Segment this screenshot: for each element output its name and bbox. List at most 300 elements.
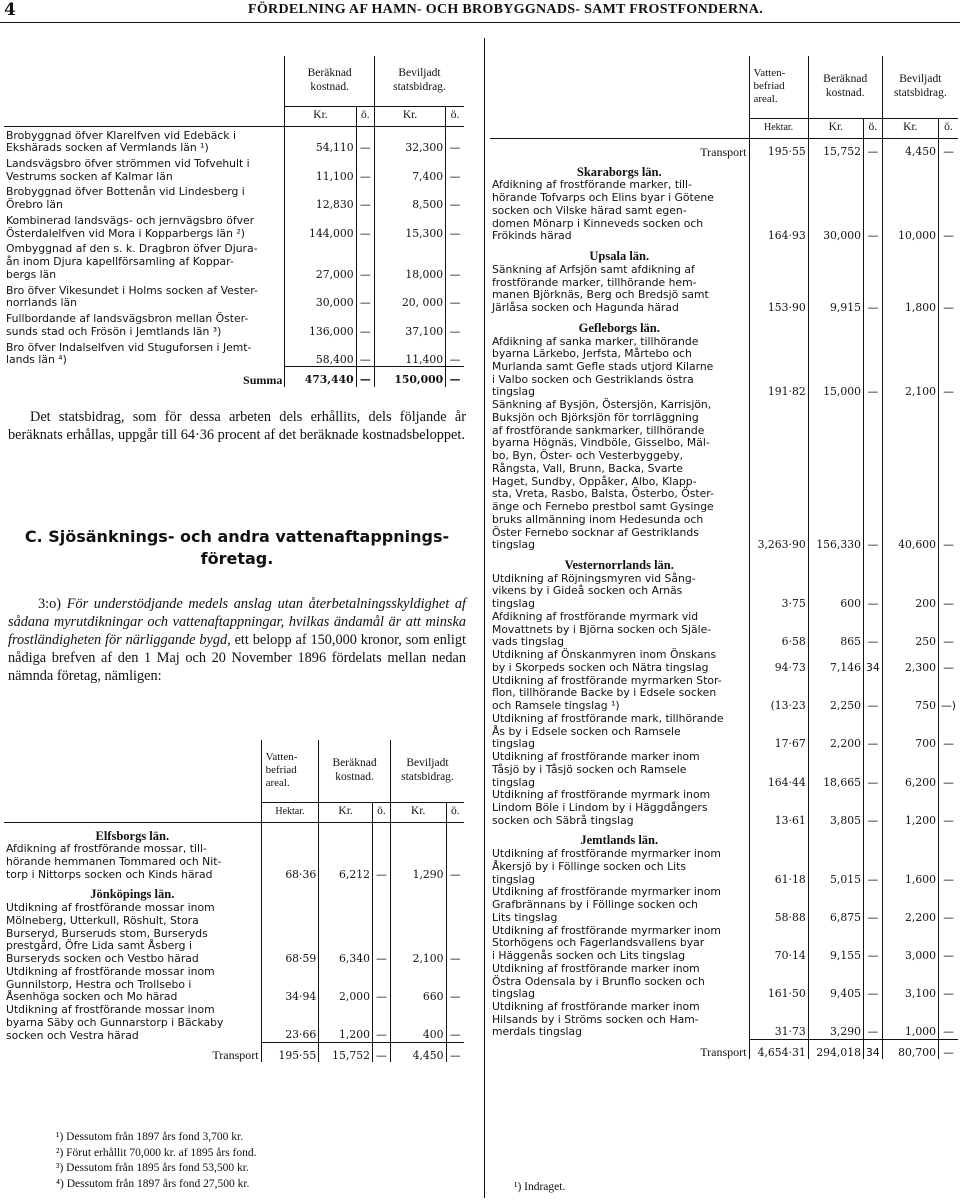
area-value: 58·88 bbox=[749, 886, 808, 924]
grant-total: 4,450 bbox=[390, 1042, 446, 1062]
grant-value: 3,000 bbox=[882, 925, 938, 963]
description-line: hörande hemmanen Tommared och Nit- bbox=[6, 854, 222, 868]
description-line: Grafbrännans by i Föllinge socken och bbox=[492, 898, 698, 912]
description-line: socken och Vilske härad samt egen- bbox=[492, 203, 687, 217]
cost-ore: — bbox=[372, 843, 390, 881]
description-line: änge och Fernebo prestbol samt Gysinge bbox=[492, 500, 714, 514]
item-description bbox=[4, 240, 285, 281]
description-line: byarna Högnäs, Vindböle, Gisselbo, Mäl- bbox=[492, 436, 710, 450]
cost-ore: — bbox=[372, 1004, 390, 1042]
description-line: Fullbordande af landsvägsbron mellan Öster- bbox=[6, 312, 249, 326]
description-line: Rångsta, Vall, Brunn, Backa, Svarte bbox=[492, 461, 683, 475]
area-value: 6·58 bbox=[749, 611, 808, 649]
page-number: 4 bbox=[4, 0, 16, 20]
cost-ore: — bbox=[863, 751, 882, 789]
grant-total: 4,450 bbox=[882, 138, 938, 159]
empty-cell bbox=[863, 159, 882, 180]
empty-cell bbox=[938, 827, 958, 848]
hektar-header: Hektar. bbox=[261, 802, 319, 822]
total-label: Transport bbox=[700, 1045, 747, 1060]
transport-row bbox=[4, 1042, 464, 1062]
cost-ore: — bbox=[356, 126, 374, 155]
cost-ore: — bbox=[863, 611, 882, 649]
ore-header: ö. bbox=[446, 106, 464, 126]
grant-ore: — bbox=[938, 713, 958, 751]
description-line: Afdikning af sanka marker, tillhörande bbox=[492, 334, 699, 348]
description-line: byarna Lärkebo, Jerfsta, Mårtebo och bbox=[492, 347, 692, 361]
area-value: 70·14 bbox=[749, 925, 808, 963]
description-line: Burseryd, Burseruds stom, Burseryds bbox=[6, 926, 208, 940]
transport-in-row bbox=[490, 138, 958, 159]
grant-total: 150,000 bbox=[374, 367, 445, 387]
area-value: 68·36 bbox=[261, 843, 319, 881]
cost-value: 136,000 bbox=[285, 310, 356, 338]
total-label: Transport bbox=[212, 1048, 259, 1063]
area-value: 164·44 bbox=[749, 751, 808, 789]
cost-value: 6,340 bbox=[319, 902, 373, 966]
grant-value: 10,000 bbox=[882, 179, 938, 243]
grant-ore: —) bbox=[938, 675, 958, 713]
cost-value: 58,400 bbox=[285, 339, 356, 367]
sum-row bbox=[4, 367, 464, 387]
cost-value: 9,405 bbox=[808, 963, 863, 1001]
column-divider bbox=[484, 38, 485, 1198]
item-description bbox=[490, 675, 749, 713]
table-row bbox=[4, 240, 464, 281]
description-line: tingslag bbox=[492, 385, 536, 399]
statsbidrag-paragraph: Det statsbidrag, som för dessa arbeten dels erhållits, dels följande år beräknats erhållas, uppgår till 64·36 procent af det beräknade kostnadsbeloppet. bbox=[8, 409, 466, 443]
footnote: ⁴) Dessutom från 1897 års fond 27,500 kr. bbox=[56, 1177, 250, 1190]
grant-value: 200 bbox=[882, 573, 938, 611]
table-row bbox=[490, 713, 958, 751]
cost-value: 9,155 bbox=[808, 925, 863, 963]
description-line: merdals tingslag bbox=[492, 1025, 582, 1039]
ore-header: ö. bbox=[356, 106, 374, 126]
region-row bbox=[4, 822, 464, 843]
empty-cell bbox=[446, 822, 464, 843]
description-line: Hilsands by i Ströms socken och Ham- bbox=[492, 1012, 699, 1026]
section-c-heading bbox=[8, 526, 466, 569]
cost-ore: — bbox=[863, 789, 882, 827]
region-row bbox=[490, 315, 958, 336]
description-line: Afdikning af frostförande myrmark vid bbox=[492, 609, 699, 623]
description-line: och Ramsele tingslag ¹) bbox=[492, 699, 620, 713]
table-row bbox=[4, 183, 464, 211]
area-value: 68·59 bbox=[261, 902, 319, 966]
cost-ore: — bbox=[863, 925, 882, 963]
cost-value: 6,212 bbox=[319, 843, 373, 881]
region-row bbox=[4, 881, 464, 902]
table-row bbox=[490, 789, 958, 827]
grant-ore: — bbox=[446, 310, 464, 338]
grant-ore: — bbox=[446, 367, 464, 387]
grant-ore: — bbox=[938, 1039, 958, 1059]
description-line: Burseryds socken och Vestbo härad bbox=[6, 952, 199, 966]
cost-header: Beräknad kostnad. bbox=[285, 56, 375, 106]
table-row bbox=[4, 212, 464, 240]
cost-ore: — bbox=[356, 240, 374, 281]
grant-value: 660 bbox=[390, 966, 446, 1004]
description-line: Utdikning af frostförande mossar inom bbox=[6, 901, 215, 915]
total-label: Summa bbox=[243, 372, 283, 387]
empty-cell bbox=[938, 243, 958, 264]
description-line: norrlands län bbox=[6, 296, 77, 310]
item-description bbox=[490, 963, 749, 1001]
description-line: tingslag bbox=[492, 872, 536, 886]
description-line: Landsvägsbro öfver strömmen vid Tofvehult i bbox=[6, 156, 250, 170]
cost-value: 15,000 bbox=[808, 336, 863, 400]
region-heading: Vesternorrlands län. bbox=[564, 558, 674, 572]
desc-header bbox=[4, 56, 285, 106]
description-line: Utdikning af frostförande mark, tillhörande bbox=[492, 711, 724, 725]
grant-ore: — bbox=[938, 925, 958, 963]
table-row bbox=[490, 649, 958, 674]
region-heading: Elfsborgs län. bbox=[95, 828, 170, 843]
running-title: FÖRDELNING AF HAMN- OCH BROBYGGNADS- SAMT FROSTFONDERNA. bbox=[248, 2, 763, 17]
header-rule bbox=[0, 22, 960, 23]
grant-value: 32,300 bbox=[374, 126, 445, 155]
grant-header: Beviljadt statsbidrag. bbox=[390, 740, 464, 802]
cost-ore: — bbox=[863, 848, 882, 886]
area-value: 164·93 bbox=[749, 179, 808, 243]
grant-value: 1,600 bbox=[882, 848, 938, 886]
table-row bbox=[490, 886, 958, 924]
area-value: 94·73 bbox=[749, 649, 808, 674]
table-row bbox=[4, 1004, 464, 1042]
area-value: 31·73 bbox=[749, 1001, 808, 1039]
cost-value: 156,330 bbox=[808, 399, 863, 552]
area-value: 13·61 bbox=[749, 789, 808, 827]
description-line: Bro öfver Indalselfven vid Stuguforsen i Jemt- bbox=[6, 340, 252, 354]
description-line: hörande Tofvarps och Elins byar i Götene bbox=[492, 191, 714, 205]
empty-cell bbox=[938, 159, 958, 180]
empty-cell bbox=[390, 822, 446, 843]
grant-ore: — bbox=[938, 886, 958, 924]
description-line: Ombyggnad af den s. k. Dragbron öfver Djura- bbox=[6, 242, 258, 256]
cost-value: 6,875 bbox=[808, 886, 863, 924]
description-line: vads tingslag bbox=[492, 635, 564, 649]
grant-ore: — bbox=[938, 179, 958, 243]
description-line: Utdikning af frostförande myrmark inom bbox=[492, 788, 711, 802]
cost-ore: — bbox=[863, 713, 882, 751]
grant-ore: — bbox=[446, 212, 464, 240]
cost-value: 27,000 bbox=[285, 240, 356, 281]
description-line: bergs län bbox=[6, 267, 57, 281]
empty-cell bbox=[938, 315, 958, 336]
grant-value: 7,400 bbox=[374, 155, 445, 183]
cost-header: Beräknad kostnad. bbox=[808, 56, 882, 118]
empty-cell bbox=[319, 881, 373, 902]
item-description bbox=[490, 925, 749, 963]
area-value: 17·67 bbox=[749, 713, 808, 751]
item-description bbox=[490, 611, 749, 649]
item-description bbox=[490, 886, 749, 924]
empty-cell bbox=[749, 315, 808, 336]
description-line: domen Mönarp i Kinneveds socken och bbox=[492, 216, 704, 230]
table-row bbox=[4, 126, 464, 155]
description-line: Öster Fernebo socknar af Gestriklands bbox=[492, 525, 699, 539]
table-row bbox=[490, 179, 958, 243]
description-line: tingslag bbox=[492, 538, 536, 552]
cost-ore: — bbox=[356, 183, 374, 211]
ore-header: ö. bbox=[938, 118, 958, 138]
empty-cell bbox=[863, 315, 882, 336]
empty-cell bbox=[882, 243, 938, 264]
grant-value: 400 bbox=[390, 1004, 446, 1042]
item-description bbox=[4, 126, 285, 155]
area-total: 4,654·31 bbox=[749, 1039, 808, 1059]
item-description bbox=[4, 282, 285, 310]
description-line: by i Skorpeds socken och Nätra tingslag bbox=[492, 660, 709, 674]
area-value: 191·82 bbox=[749, 336, 808, 400]
region-row bbox=[490, 159, 958, 180]
cost-ore: — bbox=[863, 336, 882, 400]
description-line: Utdikning af Önskanmyren inom Önskans bbox=[492, 648, 717, 662]
empty-cell bbox=[372, 822, 390, 843]
item-description bbox=[4, 843, 261, 881]
cost-value: 2,200 bbox=[808, 713, 863, 751]
grant-ore: — bbox=[446, 1042, 464, 1062]
table-row bbox=[490, 264, 958, 315]
description-line: sta, Vreta, Rasbo, Balsta, Österbo, Öster- bbox=[492, 487, 714, 501]
empty-cell bbox=[808, 243, 863, 264]
area-value: 61·18 bbox=[749, 848, 808, 886]
region-heading: Skaraborgs län. bbox=[576, 164, 662, 179]
empty-cell bbox=[882, 552, 938, 573]
grant-ore: — bbox=[446, 282, 464, 310]
item-description bbox=[4, 1004, 261, 1042]
grant-value: 8,500 bbox=[374, 183, 445, 211]
description-line: prestgård, Öfre Lida samt Åsberg i bbox=[6, 939, 192, 953]
description-line: Mölneberg, Utterkull, Röshult, Stora bbox=[6, 913, 199, 927]
area-value: 34·94 bbox=[261, 966, 319, 1004]
description-line: Utdikning af frostförande marker inom bbox=[492, 1000, 700, 1013]
region-row bbox=[490, 243, 958, 264]
item-description bbox=[490, 1001, 749, 1039]
grant-value: 750 bbox=[882, 675, 938, 713]
grant-ore: — bbox=[938, 963, 958, 1001]
empty-cell bbox=[390, 881, 446, 902]
cost-value: 7,146 bbox=[808, 649, 863, 674]
description-line: tingslag bbox=[492, 775, 536, 789]
description-line: Afdikning af frostförande marker, till- bbox=[492, 178, 692, 192]
description-line: Järlåsa socken och Hagunda härad bbox=[492, 301, 679, 315]
grant-value: 1,200 bbox=[882, 789, 938, 827]
cost-ore: — bbox=[863, 573, 882, 611]
area-header: Vatten-befriad areal. bbox=[749, 56, 808, 118]
cost-ore: — bbox=[356, 339, 374, 367]
area-value: 3·75 bbox=[749, 573, 808, 611]
grant-value: 1,800 bbox=[882, 264, 938, 315]
description-line: Tåsjö by i Tåsjö socken och Ramsele bbox=[492, 762, 687, 776]
description-line: Utdikning af frostförande marker inom bbox=[492, 961, 700, 975]
description-line: flon, tillhörande Backe by i Edsele socken bbox=[492, 686, 717, 700]
empty-cell bbox=[749, 552, 808, 573]
intro-paragraph bbox=[8, 595, 466, 685]
grant-ore: — bbox=[446, 1004, 464, 1042]
item-description bbox=[490, 336, 749, 400]
cost-value: 12,830 bbox=[285, 183, 356, 211]
table-row bbox=[490, 573, 958, 611]
cost-ore: — bbox=[356, 310, 374, 338]
item-description bbox=[490, 713, 749, 751]
cost-ore: — bbox=[356, 367, 374, 387]
ore-header: ö. bbox=[372, 802, 390, 822]
description-line: Östra Odensala by i Brunflo socken och bbox=[492, 974, 705, 988]
table-row bbox=[4, 339, 464, 367]
grant-value: 40,600 bbox=[882, 399, 938, 552]
section-c-line1: C. Sjösänknings- och andra vattenaftappnings- bbox=[24, 527, 450, 546]
grant-ore: — bbox=[446, 155, 464, 183]
item-description bbox=[490, 179, 749, 243]
grant-value: 2,300 bbox=[882, 649, 938, 674]
footnote: ²) Förut erhållit 70,000 kr. af 1895 års fond. bbox=[56, 1146, 257, 1159]
table-row bbox=[490, 848, 958, 886]
item-description bbox=[4, 339, 285, 367]
description-line: Buksjön och Björksjön för torrläggning bbox=[492, 410, 699, 424]
item-description bbox=[490, 751, 749, 789]
table-row bbox=[490, 963, 958, 1001]
table-row bbox=[4, 902, 464, 966]
grant-ore: — bbox=[938, 789, 958, 827]
item-description bbox=[4, 966, 261, 1004]
table-row bbox=[490, 675, 958, 713]
cost-ore: — bbox=[863, 675, 882, 713]
description-line: Ås by i Edsele socken och Ramsele bbox=[492, 724, 681, 738]
table-row bbox=[4, 310, 464, 338]
table-row bbox=[490, 611, 958, 649]
empty-cell bbox=[863, 243, 882, 264]
kr-header: Kr. bbox=[374, 106, 445, 126]
grant-value: 37,100 bbox=[374, 310, 445, 338]
description-line: socken och Vestra härad bbox=[6, 1028, 139, 1042]
section-c-line2: företag. bbox=[200, 548, 274, 568]
cost-total: 473,440 bbox=[285, 367, 356, 387]
cost-value: 18,665 bbox=[808, 751, 863, 789]
cost-value: 54,110 bbox=[285, 126, 356, 155]
cost-value: 2,250 bbox=[808, 675, 863, 713]
grant-ore: — bbox=[446, 339, 464, 367]
description-line: Movattnets by i Björna socken och Själe- bbox=[492, 622, 712, 636]
empty-cell bbox=[938, 552, 958, 573]
description-line: i Valbo socken och Gestriklands östra bbox=[492, 372, 694, 386]
item-description bbox=[490, 399, 749, 552]
intro-number: 3:o) bbox=[38, 596, 62, 612]
grant-value: 15,300 bbox=[374, 212, 445, 240]
region-heading: Jönköpings län. bbox=[90, 887, 175, 902]
grant-header: Beviljadt statsbidrag. bbox=[374, 56, 464, 106]
cost-ore: — bbox=[863, 1001, 882, 1039]
grant-value: 6,200 bbox=[882, 751, 938, 789]
table-row bbox=[490, 751, 958, 789]
table-row bbox=[4, 966, 464, 1004]
empty-cell bbox=[319, 822, 373, 843]
cost-value: 11,100 bbox=[285, 155, 356, 183]
grant-total: 80,700 bbox=[882, 1039, 938, 1059]
region-heading: Upsala län. bbox=[589, 249, 650, 264]
item-description bbox=[490, 789, 749, 827]
intro-italic: För understödjande medels anslag utan återbetalningsskyldighet af sådana myrutdikningar och vattenaftappningar, hvilkas ändamål är att minska frostländigheten för närliggande bygd, bbox=[8, 596, 466, 648]
cost-value: 144,000 bbox=[285, 212, 356, 240]
item-description bbox=[490, 573, 749, 611]
description-line: bo, Byn, Öster- och Vesterbyggeby, bbox=[492, 449, 684, 463]
description-line: Åkersjö by i Föllinge socken och Lits bbox=[492, 859, 686, 873]
cost-ore: — bbox=[356, 282, 374, 310]
cost-header: Beräknad kostnad. bbox=[319, 740, 391, 802]
description-line: manen Björknäs, Berg och Bredsjö samt bbox=[492, 288, 709, 302]
empty-cell bbox=[749, 827, 808, 848]
bridge-grants-table bbox=[4, 56, 464, 387]
cost-value: 865 bbox=[808, 611, 863, 649]
description-line: Storhögens och Fagerlandsvallens byar bbox=[492, 936, 705, 950]
cost-value: 600 bbox=[808, 573, 863, 611]
grant-value: 1,000 bbox=[882, 1001, 938, 1039]
description-line: Vestrums socken af Kalmar län bbox=[6, 169, 173, 183]
grant-value: 700 bbox=[882, 713, 938, 751]
cost-ore: — bbox=[356, 155, 374, 183]
description-line: ån inom Djura kapellförsamling af Koppar- bbox=[6, 255, 234, 269]
transport-row bbox=[490, 1039, 958, 1059]
cost-ore: — bbox=[372, 966, 390, 1004]
table-row bbox=[490, 399, 958, 552]
description-line: Ekshärads socken af Vermlands län ¹) bbox=[6, 141, 209, 155]
description-line: Brobyggnad öfver Klarelfven vid Edebäck i bbox=[6, 128, 236, 142]
kr-header: Kr. bbox=[319, 802, 373, 822]
cost-value: 30,000 bbox=[808, 179, 863, 243]
description-line: Murlanda samt Gefle stads utjord Kilarne bbox=[492, 359, 714, 373]
kr-header: Kr. bbox=[390, 802, 446, 822]
footnotes-left bbox=[56, 1130, 456, 1192]
description-line: Utdikning af frostförande myrmarker inom bbox=[492, 847, 721, 861]
kr-header: Kr. bbox=[808, 118, 863, 138]
description-line: tingslag bbox=[492, 987, 536, 1001]
grant-ore: — bbox=[938, 399, 958, 552]
cost-ore: 34 bbox=[863, 1039, 882, 1059]
cost-value: 2,000 bbox=[319, 966, 373, 1004]
description-line: Afdikning af frostförande mossar, till- bbox=[6, 842, 207, 856]
ore-header: ö. bbox=[446, 802, 464, 822]
area-value: (13·23 bbox=[749, 675, 808, 713]
empty-cell bbox=[749, 159, 808, 180]
hektar-header: Hektar. bbox=[749, 118, 808, 138]
cost-ore: 34 bbox=[863, 649, 882, 674]
grant-ore: — bbox=[938, 1001, 958, 1039]
description-line: frostförande marker, tillhörande hem- bbox=[492, 275, 697, 289]
grant-ore: — bbox=[446, 240, 464, 281]
description-line: Österdalelfven vid Mora i Kopparbergs län ²) bbox=[6, 226, 245, 240]
grant-ore: — bbox=[938, 848, 958, 886]
description-line: torp i Nittorps socken och Kinds härad bbox=[6, 867, 213, 881]
grant-value: 1,290 bbox=[390, 843, 446, 881]
description-line: Utdikning af frostförande mossar inom bbox=[6, 1003, 215, 1017]
grant-header: Beviljadt statsbidrag. bbox=[882, 56, 958, 118]
item-description bbox=[4, 183, 285, 211]
empty-cell bbox=[863, 827, 882, 848]
description-line: lands län ⁴) bbox=[6, 353, 67, 367]
description-line: Lindom Böle i Lindom by i Häggdångers bbox=[492, 800, 708, 814]
cost-value: 5,015 bbox=[808, 848, 863, 886]
grant-value: 2,100 bbox=[390, 902, 446, 966]
cost-total: 15,752 bbox=[808, 138, 863, 159]
empty-cell bbox=[808, 315, 863, 336]
description-line: Sänkning af Arfsjön samt afdikning af bbox=[492, 262, 695, 276]
item-description bbox=[490, 649, 749, 674]
description-line: Gunnilstorp, Hestra och Trollsebo i bbox=[6, 977, 192, 991]
grant-value: 2,100 bbox=[882, 336, 938, 400]
cost-value: 1,200 bbox=[319, 1004, 373, 1042]
grant-value: 250 bbox=[882, 611, 938, 649]
description-line: Kombinerad landsvägs- och jernvägsbro öfver bbox=[6, 213, 255, 227]
